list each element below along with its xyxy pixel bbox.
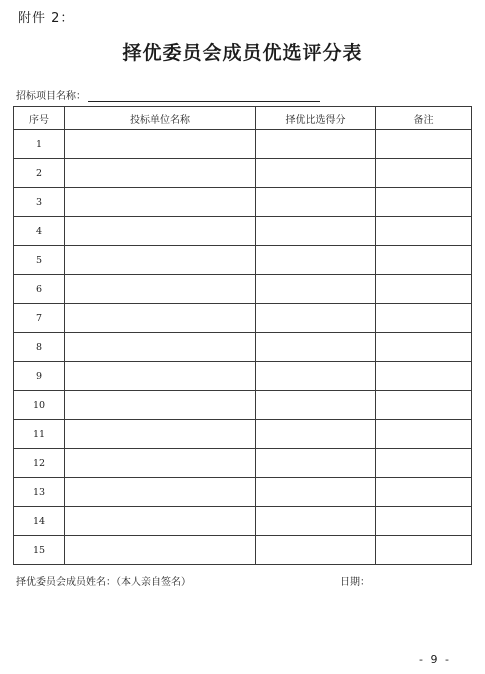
remarks-cell bbox=[376, 362, 472, 391]
table-row bbox=[14, 246, 472, 275]
remarks-cell bbox=[376, 246, 472, 275]
remarks-cell bbox=[376, 217, 472, 246]
row-number: 4 bbox=[14, 217, 65, 246]
table-row bbox=[14, 536, 472, 565]
project-name-row bbox=[16, 87, 320, 102]
page-title: 择优委员会成员优选评分表 bbox=[122, 42, 363, 64]
score-cell bbox=[256, 304, 376, 333]
project-name-label: 招标项目名称： bbox=[16, 91, 86, 102]
score-cell bbox=[256, 507, 376, 536]
page-number: - 9 - bbox=[419, 653, 451, 666]
bidder-name-cell bbox=[65, 478, 256, 507]
bidder-name-cell bbox=[65, 188, 256, 217]
score-cell bbox=[256, 159, 376, 188]
remarks-cell bbox=[376, 275, 472, 304]
score-table bbox=[13, 106, 472, 565]
score-cell bbox=[256, 130, 376, 159]
column-header-remarks: 备注 bbox=[376, 107, 472, 130]
signer-label: 择优委员会成员姓名：（本人亲自签名） bbox=[16, 577, 191, 588]
bidder-name-cell bbox=[65, 159, 256, 188]
bidder-name-cell bbox=[65, 449, 256, 478]
row-number: 8 bbox=[14, 333, 65, 362]
remarks-cell bbox=[376, 188, 472, 217]
row-number: 13 bbox=[14, 478, 65, 507]
score-cell bbox=[256, 217, 376, 246]
score-cell bbox=[256, 391, 376, 420]
table-header-row bbox=[14, 107, 472, 130]
column-header-score: 择优比选得分 bbox=[256, 107, 376, 130]
score-cell bbox=[256, 478, 376, 507]
row-number: 9 bbox=[14, 362, 65, 391]
row-number: 3 bbox=[14, 188, 65, 217]
row-number: 12 bbox=[14, 449, 65, 478]
remarks-cell bbox=[376, 478, 472, 507]
score-cell bbox=[256, 536, 376, 565]
bidder-name-cell bbox=[65, 246, 256, 275]
remarks-cell bbox=[376, 333, 472, 362]
remarks-cell bbox=[376, 507, 472, 536]
project-name-line bbox=[88, 90, 320, 102]
remarks-cell bbox=[376, 449, 472, 478]
row-number: 15 bbox=[14, 536, 65, 565]
score-cell bbox=[256, 275, 376, 304]
table-body bbox=[14, 130, 472, 565]
row-number: 14 bbox=[14, 507, 65, 536]
table-row bbox=[14, 507, 472, 536]
score-cell bbox=[256, 420, 376, 449]
remarks-cell bbox=[376, 536, 472, 565]
column-header-bidder: 投标单位名称 bbox=[65, 107, 256, 130]
remarks-cell bbox=[376, 304, 472, 333]
bidder-name-cell bbox=[65, 391, 256, 420]
score-cell bbox=[256, 188, 376, 217]
bidder-name-cell bbox=[65, 362, 256, 391]
attachment-label: 附件 2： bbox=[18, 11, 75, 26]
remarks-cell bbox=[376, 391, 472, 420]
table-row bbox=[14, 159, 472, 188]
bidder-name-cell bbox=[65, 536, 256, 565]
score-cell bbox=[256, 333, 376, 362]
bidder-name-cell bbox=[65, 333, 256, 362]
score-cell bbox=[256, 246, 376, 275]
remarks-cell bbox=[376, 130, 472, 159]
row-number: 7 bbox=[14, 304, 65, 333]
table-row bbox=[14, 449, 472, 478]
remarks-cell bbox=[376, 420, 472, 449]
table-row bbox=[14, 391, 472, 420]
bidder-name-cell bbox=[65, 420, 256, 449]
score-cell bbox=[256, 362, 376, 391]
table-row bbox=[14, 304, 472, 333]
row-number: 1 bbox=[14, 130, 65, 159]
bidder-name-cell bbox=[65, 217, 256, 246]
row-number: 10 bbox=[14, 391, 65, 420]
date-label: 日期： bbox=[340, 577, 370, 588]
row-number: 6 bbox=[14, 275, 65, 304]
bidder-name-cell bbox=[65, 304, 256, 333]
table-row bbox=[14, 362, 472, 391]
table-row bbox=[14, 478, 472, 507]
table-row bbox=[14, 333, 472, 362]
row-number: 11 bbox=[14, 420, 65, 449]
score-cell bbox=[256, 449, 376, 478]
table-row bbox=[14, 217, 472, 246]
row-number: 2 bbox=[14, 159, 65, 188]
bidder-name-cell bbox=[65, 275, 256, 304]
bidder-name-cell bbox=[65, 507, 256, 536]
bidder-name-cell bbox=[65, 130, 256, 159]
column-header-serial: 序号 bbox=[14, 107, 65, 130]
table-row bbox=[14, 130, 472, 159]
remarks-cell bbox=[376, 159, 472, 188]
table-row bbox=[14, 275, 472, 304]
table-row bbox=[14, 188, 472, 217]
row-number: 5 bbox=[14, 246, 65, 275]
table-row bbox=[14, 420, 472, 449]
